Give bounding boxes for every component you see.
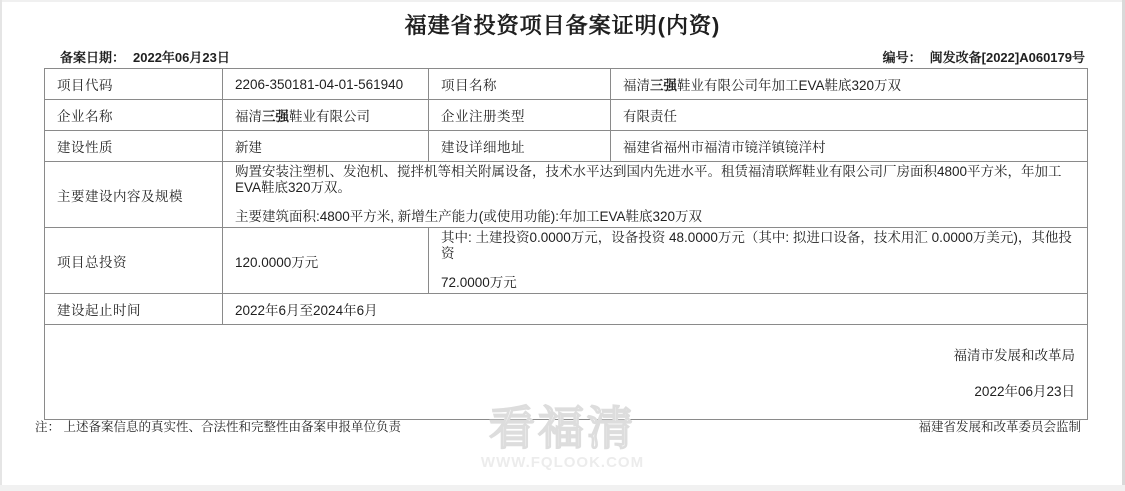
table-row (45, 325, 1088, 420)
total-investment-value: 120.0000万元 (223, 228, 429, 294)
company-name-label: 企业名称 (45, 100, 223, 131)
address-value: 福建省福州市福清市镜洋镇镜洋村 (611, 131, 1088, 162)
company-name-value (223, 100, 429, 131)
content-scale-line2: 主要建筑面积:4800平方米, 新增生产能力(或使用功能):年加工EVA鞋底320万双 (235, 209, 703, 224)
project-code-label: 项目代码 (45, 69, 223, 100)
table-row (45, 162, 1088, 228)
issue-date: 2022年06月23日 (974, 384, 1075, 399)
project-name-post: 鞋业有限公司年加工EVA鞋底320万双 (677, 78, 902, 93)
table-row (45, 69, 1088, 100)
content-scale-line1: 购置安装注塑机、发泡机、搅拌机等相关附属设备，技术水平达到国内先进水平。租赁福清联辉鞋业有限公司厂房面积4800平方米，年加工EVA鞋底320万双。 (235, 164, 1062, 195)
page-title: 福建省投资项目备案证明(内资) (404, 13, 721, 38)
content-scale-value (223, 162, 1088, 228)
meta-row (60, 47, 1085, 66)
construction-nature-label: 建设性质 (45, 131, 223, 162)
company-name-pre: 福清 (235, 109, 262, 124)
footer-row (35, 417, 1081, 435)
issuer-name: 福清市发展和改革局 (953, 348, 1075, 363)
filing-date-value: 2022年06月23日 (133, 50, 230, 65)
signature-cell (45, 325, 1088, 420)
certificate-number-label: 编号： (882, 50, 922, 65)
total-investment-label: 项目总投资 (45, 228, 223, 294)
table-row (45, 100, 1088, 131)
table-row (45, 131, 1088, 162)
filing-date (60, 47, 230, 66)
company-type-label: 企业注册类型 (429, 100, 611, 131)
company-name-post: 鞋业有限公司 (289, 109, 370, 124)
company-name-highlight: 三强 (262, 109, 289, 124)
note-text: 注： 上述备案信息的真实性、合法性和完整性由备案申报单位负责 (35, 420, 401, 434)
investment-breakdown-line1: 其中: 土建投资0.0000万元，设备投资 48.0000万元（其中: 拟进口设备，技术用汇 0.0000万美元)，其他投资 (441, 230, 1072, 261)
filing-date-label: 备案日期： (60, 50, 126, 65)
address-label: 建设详细地址 (429, 131, 611, 162)
period-label: 建设起止时间 (45, 294, 223, 325)
watermark-text: 看福清 (488, 402, 636, 454)
project-name-label: 项目名称 (429, 69, 611, 100)
project-name-value (611, 69, 1088, 100)
investment-breakdown (429, 228, 1088, 294)
certificate-number (883, 47, 1085, 66)
supervision-text: 福建省发展和改革委员会监制 (918, 420, 1081, 434)
filing-certificate-table (44, 68, 1088, 420)
certificate-number-value: 闽发改备[2022]A060179号 (929, 50, 1085, 65)
project-name-highlight: 三强 (650, 78, 677, 93)
table-row (45, 228, 1088, 294)
watermark-url: WWW.FQLOOK.COM (480, 454, 645, 471)
page-edge-left (0, 0, 2, 491)
page-edge-top (0, 0, 1125, 2)
period-value: 2022年6月至2024年6月 (223, 294, 1088, 325)
investment-breakdown-line2: 72.0000万元 (441, 275, 517, 290)
content-scale-label: 主要建设内容及规模 (45, 162, 223, 228)
project-name-pre: 福清 (623, 78, 650, 93)
project-code-value: 2206-350181-04-01-561940 (223, 69, 429, 100)
page-edge-bottom (0, 485, 1125, 491)
company-type-value: 有限责任 (611, 100, 1088, 131)
table-row (45, 294, 1088, 325)
construction-nature-value: 新建 (223, 131, 429, 162)
